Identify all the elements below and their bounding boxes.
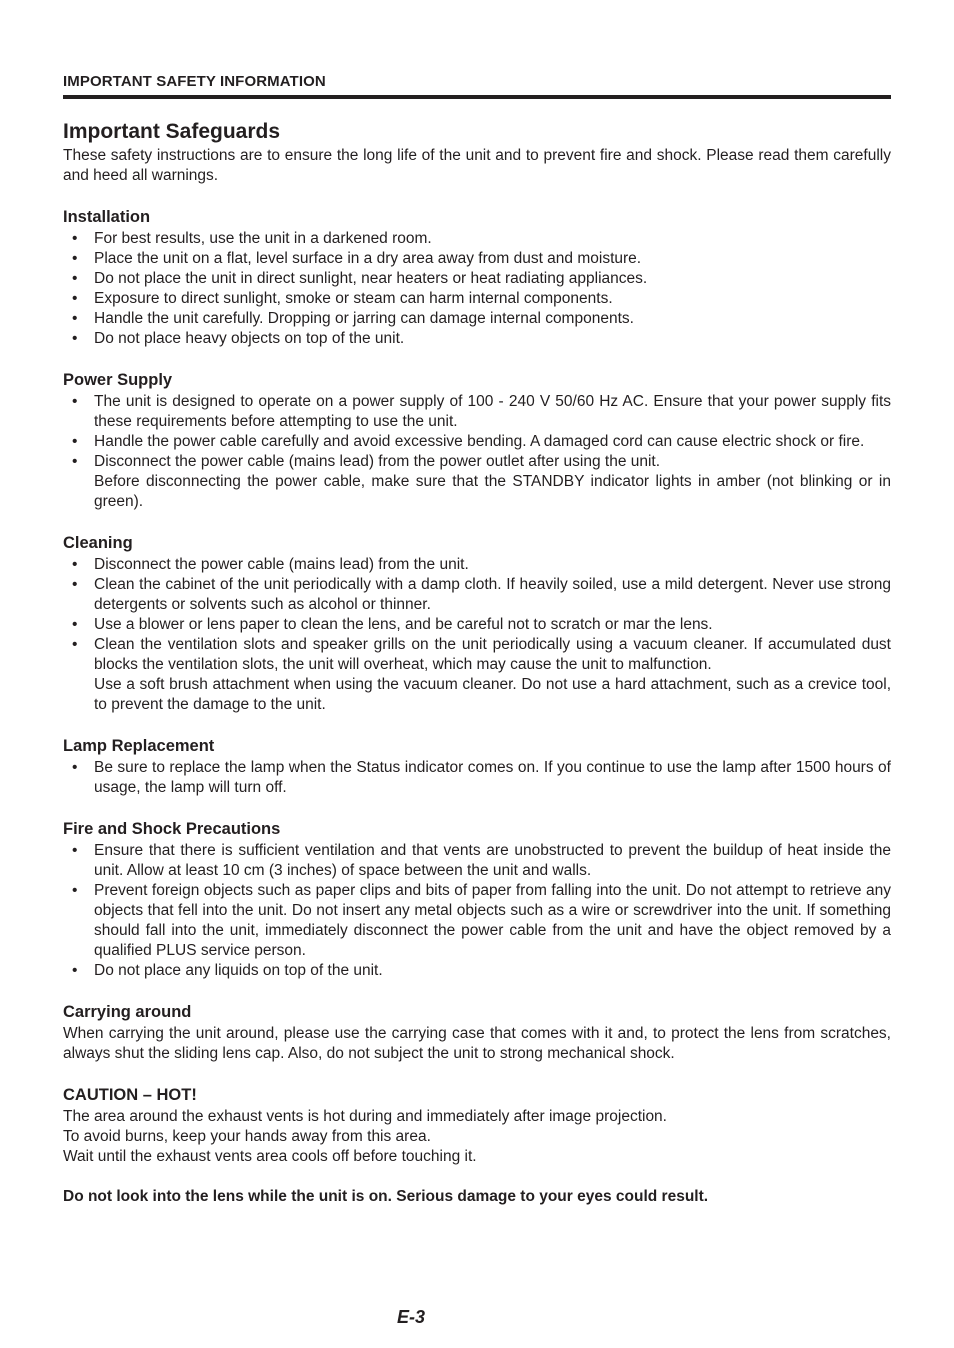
list-item-continuation: Use a soft brush attachment when using the vacuum cleaner. Do not use a hard attachment, such as a crevice tool, to prevent the damage to the unit.	[94, 676, 891, 713]
section-text: When carrying the unit around, please use the carrying case that comes with it and, to protect the lens from scratches, always shut the sliding lens cap. Also, do not subject the unit to strong mechanical shock.	[63, 1025, 891, 1062]
section-heading: Installation	[63, 208, 151, 226]
bullet-icon: •	[72, 962, 78, 979]
list-item: • Prevent foreign objects such as paper clips and bits of paper from falling into the unit. Do not attempt to retrieve any objects that fell into the unit. Do not insert any metal objects such as a wire or screwdriver into the unit. If something should fall into the unit, immediately disconnect the power cable from the unit and have the object removed by a qualified PLUS service person.	[72, 882, 891, 959]
bullet-icon: •	[72, 453, 78, 470]
bullet-icon: •	[72, 310, 78, 327]
list-item: • Clean the ventilation slots and speaker grills on the unit periodically using a vacuum cleaner. If accumulated dust blocks the ventilation slots, the unit will overheat, which may cause the unit to malfunction. Use a soft brush attachment when using the vacuum cleaner. Do not use a hard attachment, such as a crevice tool, to prevent the damage to the unit.	[72, 636, 891, 713]
bullet-list	[63, 229, 891, 349]
bullet-icon: •	[72, 759, 78, 776]
list-item: • Do not place heavy objects on top of the unit.	[72, 330, 405, 347]
section-heading: Lamp Replacement	[63, 737, 215, 755]
section-heading: CAUTION – HOT!	[63, 1086, 197, 1104]
list-item: • Do not place any liquids on top of the unit.	[72, 962, 383, 979]
intro-text: These safety instructions are to ensure the long life of the unit and to prevent fire and shock. Please read them carefully and heed all warnings.	[63, 147, 891, 184]
section-carrying	[63, 1002, 891, 1064]
section-installation	[63, 207, 891, 349]
list-item: • The unit is designed to operate on a power supply of 100 - 240 V 50/60 Hz AC. Ensure that your power supply fits these requirements before attempting to use the unit.	[72, 393, 891, 430]
bullet-icon: •	[72, 250, 78, 267]
section-heading: Power Supply	[63, 371, 173, 389]
list-item: • Exposure to direct sunlight, smoke or steam can harm internal components.	[72, 290, 613, 307]
bullet-icon: •	[72, 330, 78, 347]
bullet-icon: •	[72, 290, 78, 307]
bullet-icon: •	[72, 393, 78, 410]
bullet-icon: •	[72, 230, 78, 247]
running-head: IMPORTANT SAFETY INFORMATION	[63, 73, 326, 90]
bullet-icon: •	[72, 636, 78, 653]
page-number: E-3	[397, 1307, 426, 1327]
bullet-icon: •	[72, 616, 78, 633]
bullet-icon: •	[72, 576, 78, 593]
section-fire-shock	[63, 819, 891, 981]
caution-line: The area around the exhaust vents is hot during and immediately after image projection.	[63, 1108, 667, 1125]
section-heading: Carrying around	[63, 1003, 192, 1021]
bullet-icon: •	[72, 556, 78, 573]
content	[63, 118, 891, 1207]
bullet-icon: •	[72, 270, 78, 287]
section-lamp-replacement	[63, 736, 891, 798]
list-item: • Handle the power cable carefully and avoid excessive bending. A damaged cord can cause electric shock or fire.	[72, 433, 865, 450]
bullet-list	[63, 392, 891, 512]
bullet-icon: •	[72, 433, 78, 450]
list-item: • Disconnect the power cable (mains lead) from the power outlet after using the unit. Before disconnecting the power cable, make sure that the STANDBY indicator lights in amber (not blinking or in green).	[72, 453, 891, 510]
bullet-list	[63, 758, 891, 798]
section-heading: Fire and Shock Precautions	[63, 820, 281, 838]
caution-line: To avoid burns, keep your hands away from this area.	[63, 1128, 431, 1145]
list-item: • Clean the cabinet of the unit periodically with a damp cloth. If heavily soiled, use a mild detergent. Never use strong detergents or solvents such as alcohol or thinner.	[72, 576, 891, 613]
section-cleaning	[63, 533, 891, 715]
bullet-list	[63, 555, 891, 715]
list-item: • Handle the unit carefully. Dropping or jarring can damage internal components.	[72, 310, 634, 327]
list-item: • For best results, use the unit in a darkened room.	[72, 230, 432, 247]
caution-line: Wait until the exhaust vents area cools off before touching it.	[63, 1148, 477, 1165]
section-heading: Cleaning	[63, 534, 133, 552]
list-item: • Use a blower or lens paper to clean the lens, and be careful not to scratch or mar the lens.	[72, 616, 713, 633]
page-title: Important Safeguards	[63, 120, 281, 143]
bullet-icon: •	[72, 842, 78, 859]
list-item: • Place the unit on a flat, level surface in a dry area away from dust and moisture.	[72, 250, 642, 267]
section-caution-hot	[63, 1085, 891, 1167]
list-item: • Do not place the unit in direct sunlight, near heaters or heat radiating appliances.	[72, 270, 648, 287]
list-item: • Disconnect the power cable (mains lead) from the unit.	[72, 556, 469, 573]
bullet-list	[63, 841, 891, 981]
list-item: • Ensure that there is sufficient ventilation and that vents are unobstructed to prevent the buildup of heat inside the unit. Allow at least 10 cm (3 inches) of space between the unit and walls.	[72, 842, 891, 879]
list-item: • Be sure to replace the lamp when the Status indicator comes on. If you continue to use the lamp after 1500 hours of usage, the lamp will turn off.	[72, 759, 891, 796]
list-item-continuation: Before disconnecting the power cable, make sure that the STANDBY indicator lights in amber (not blinking or in green).	[94, 473, 891, 510]
header-rule	[63, 95, 891, 99]
section-power-supply	[63, 370, 891, 512]
bullet-icon: •	[72, 882, 78, 899]
lens-warning: Do not look into the lens while the unit is on. Serious damage to your eyes could result.	[63, 1188, 709, 1205]
